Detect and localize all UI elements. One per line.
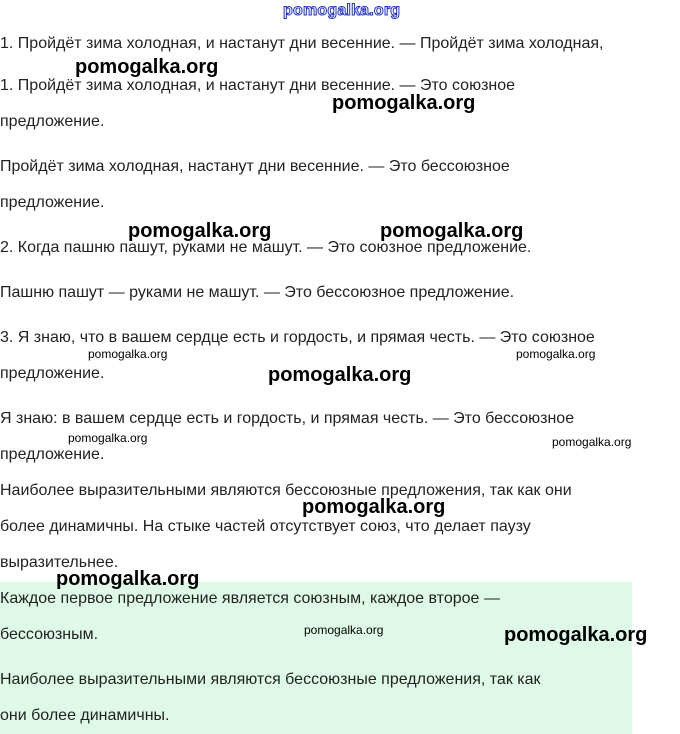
text-line: предложение. (0, 446, 105, 463)
watermark: pomogalka.org (380, 220, 524, 242)
text-line: предложение. (0, 194, 105, 211)
answer-line: Каждое первое предложение является союзным, каждое второе — (0, 590, 500, 607)
watermark: pomogalka.org (75, 56, 219, 78)
text-line: предложение. (0, 365, 105, 382)
text-line: 1. Пройдёт зима холодная, и настанут дни весенние. — Это союзное (0, 77, 516, 94)
answer-line: бессоюзным. (0, 626, 99, 643)
watermark: pomogalka.org (504, 624, 648, 646)
watermark: pomogalka.org (283, 2, 401, 19)
watermark: pomogalka.org (56, 568, 200, 590)
watermark: pomogalka.org (268, 364, 412, 386)
text-line: Я знаю: в вашем сердце есть и гордость, и прямая честь. — Это бессоюзное (0, 410, 575, 427)
watermark: pomogalka.org (552, 435, 632, 449)
text-line: более динамичны. На стыке частей отсутствует союз, что делает паузу (0, 518, 531, 535)
watermark: pomogalka.org (304, 623, 384, 637)
answer-line: Наиболее выразительными являются бессоюзные предложения, так как (0, 671, 541, 688)
watermark: pomogalka.org (88, 347, 168, 361)
watermark: pomogalka.org (332, 92, 476, 114)
text-line: выразительнее. (0, 554, 119, 571)
text-line: Наиболее выразительными являются бессоюзные предложения, так как они (0, 482, 572, 499)
watermark: pomogalka.org (516, 347, 596, 361)
text-line: Пройдёт зима холодная, настанут дни весенние. — Это бессоюзное (0, 158, 510, 175)
text-line: 1. Пройдёт зима холодная, и настанут дни весенние. — Пройдёт зима холодная, (0, 35, 604, 52)
text-line: 2. Когда пашню пашут, руками не машут. — Это союзное предложение. (0, 239, 532, 256)
watermark: pomogalka.org (302, 496, 446, 518)
text-line: 3. Я знаю, что в вашем сердце есть и гордость, и прямая честь. — Это союзное (0, 329, 595, 346)
watermark: pomogalka.org (128, 220, 272, 242)
text-line: Пашню пашут — руками не машут. — Это бессоюзное предложение. (0, 284, 515, 301)
answer-line: они более динамичны. (0, 707, 170, 724)
watermark: pomogalka.org (68, 431, 148, 445)
text-line: предложение. (0, 113, 105, 130)
